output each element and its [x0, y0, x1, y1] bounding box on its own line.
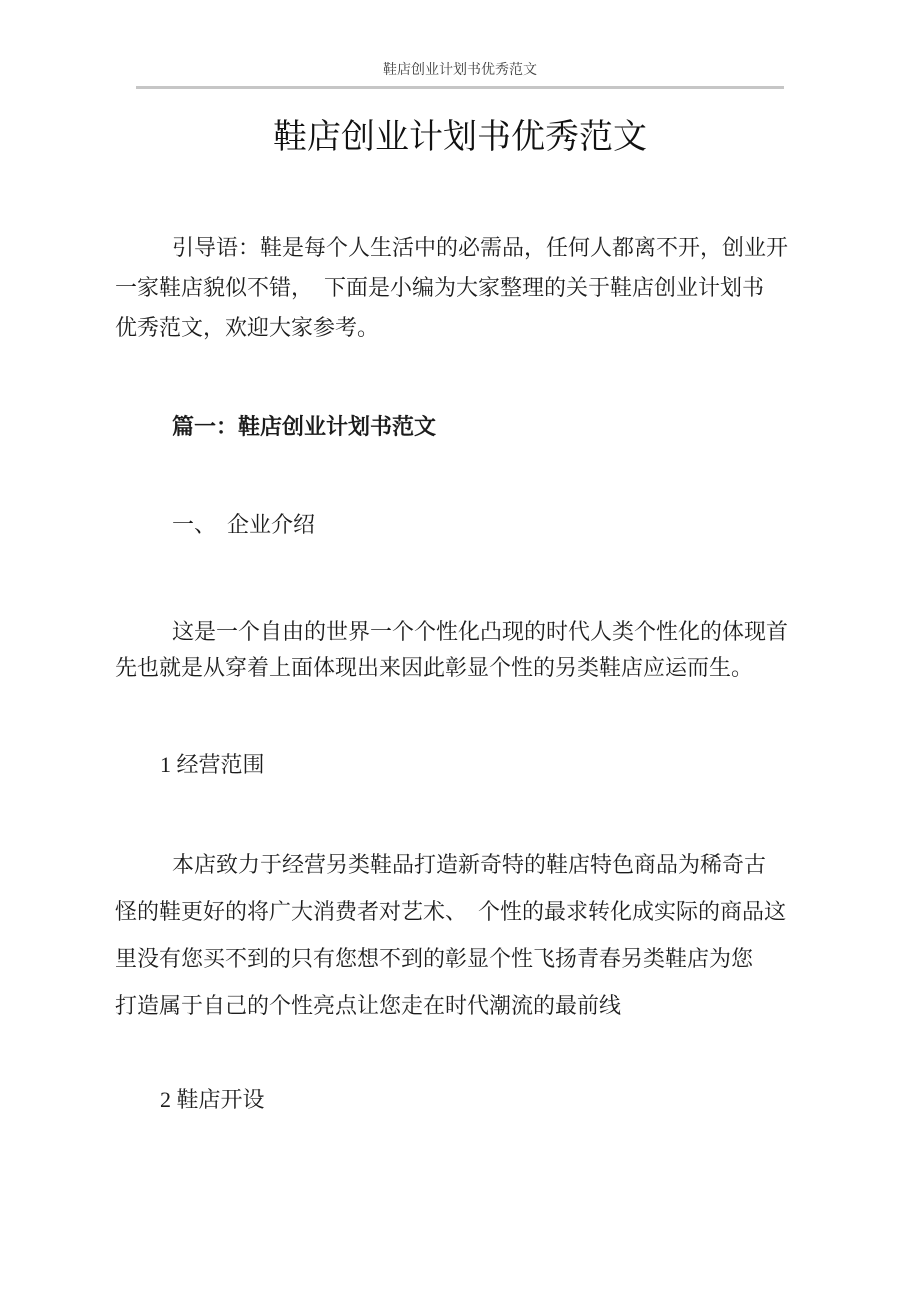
intro-line-2: 一家鞋店貌似不错， 下面是小编为大家整理的关于鞋店创业计划书 [115, 275, 765, 300]
subsection-one-heading: 1 经营范围 [160, 752, 265, 777]
subsection-one-line-3: 里没有您买不到的只有您想不到的彰显个性飞扬青春另类鞋店为您 [115, 946, 754, 971]
chapter-one-paragraph [115, 614, 790, 686]
section-one-heading: 篇一：鞋店创业计划书范文 [172, 414, 437, 439]
subsection-one-line-2: 怪的鞋更好的将广大消费者对艺术、 个性的最求转化成实际的商品这 [115, 899, 787, 924]
document-title: 鞋店创业计划书优秀范文 [273, 119, 647, 156]
subsection-one-paragraph [115, 841, 790, 1029]
chapter-one-line-2: 先也就是从穿着上面体现出来因此彰显个性的另类鞋店应运而生。 [115, 655, 754, 680]
intro-paragraph [115, 228, 790, 348]
header-divider-rule [136, 86, 784, 89]
intro-line-1: 引导语：鞋是每个人生活中的必需品，任何人都离不开，创业开 [172, 235, 789, 260]
chapter-one-heading: 一、 企业介绍 [172, 512, 316, 537]
running-header-title: 鞋店创业计划书优秀范文 [383, 63, 537, 78]
subsection-two-heading: 2 鞋店开设 [160, 1087, 265, 1112]
chapter-one-line-1: 这是一个自由的世界一个个性化凸现的时代人类个性化的体现首 [172, 619, 789, 644]
intro-line-3: 优秀范文，欢迎大家参考。 [115, 315, 380, 340]
document-body [0, 228, 920, 1120]
subsection-one-line-4: 打造属于自己的个性亮点让您走在时代潮流的最前线 [115, 993, 622, 1018]
subsection-one-line-1: 本店致力于经营另类鞋品打造新奇特的鞋店特色商品为稀奇古 [172, 852, 767, 877]
